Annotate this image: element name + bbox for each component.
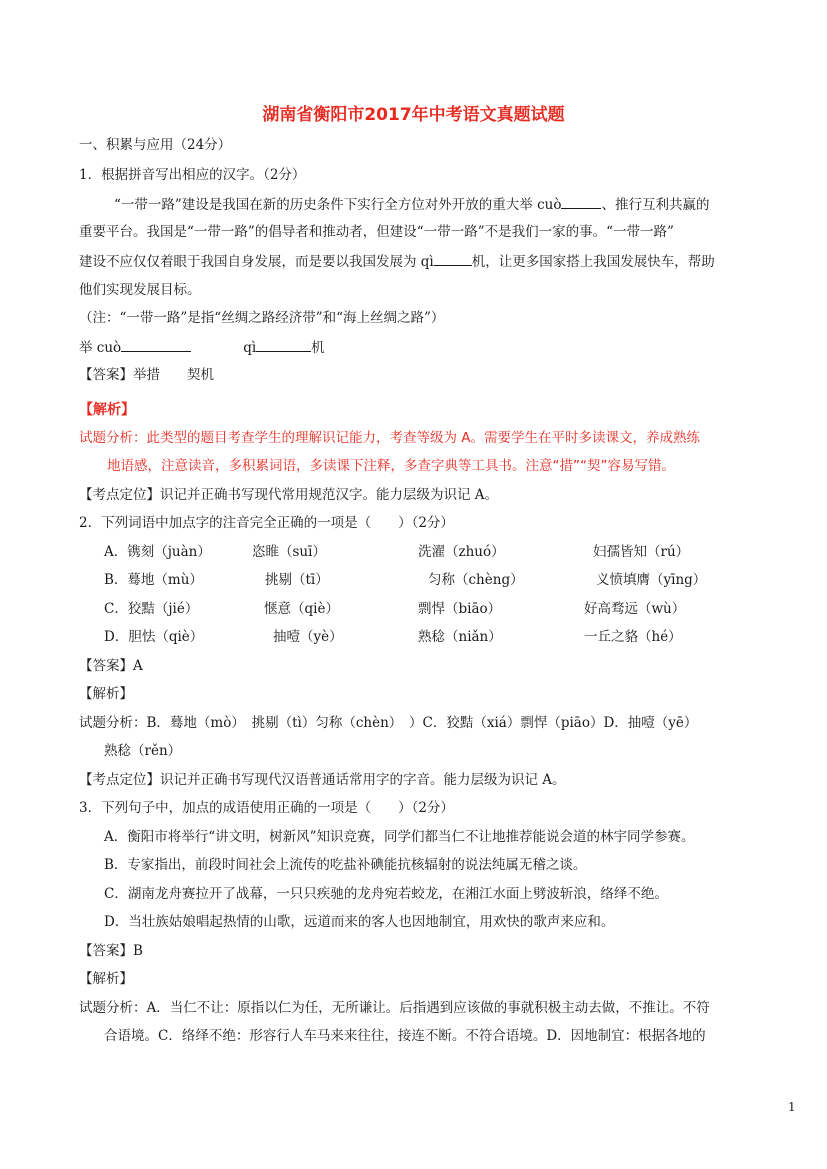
q2-option-b-1: B．蓦地（mù） [104,572,203,588]
q3-analysis-line-2: 合语境。C．络绎不绝：形容行人车马来来往往，接连不断。不符合语境。D．因地制宜：根据各地的 [104,1028,706,1044]
q1-analysis-line-2: 地语感，注意读音，多积累词语，多读课下注释，多查字典等工具书。注意“措”“契”容易写错。 [107,458,675,474]
q1-inline-blank-1 [561,194,601,209]
q1-paragraph-line-1 [114,194,709,215]
q2-option-d-2: 抽噎（yè） [273,629,343,645]
q1-note: （注：“一带一路”是指“丝绸之路经济带”和“海上丝绸之路”） [79,310,445,326]
q2-option-d-4: 一丘之貉（hé） [584,629,682,645]
q2-answer: 【答案】A [79,658,143,674]
q1-text-1b: 、推行互利共赢的 [601,197,710,213]
page-number: 1 [788,1100,796,1114]
q3-jiexi-heading: 【解析】 [79,971,133,987]
q3-option-d: D．当壮族姑娘唱起热情的山歌，远道而来的客人也因地制宜，用欢快的歌声来应和。 [104,914,615,930]
q1-text-1a: “一带一路”建设是我国在新的历史条件下实行全方位对外开放的重大举 cuò [114,197,562,213]
q1-answer: 【答案】举措 契机 [79,367,214,383]
q2-option-d-1: D．胆怯（qiè） [104,629,204,645]
section-heading: 一、积累与应用（24分） [79,137,232,153]
q2-option-d-3: 熟稔（niǎn） [418,629,502,645]
q3-stem: 3．下列句子中，加点的成语使用正确的一项是（ ）（2分） [79,800,454,816]
q2-option-a-2: 恣睢（suī） [252,544,326,560]
q1-fill1-blank [121,337,191,352]
q2-option-b-3: 匀称（chèng） [428,572,524,588]
page-title: 湖南省衡阳市2017年中考语文真题试题 [262,105,565,125]
q1-text-3b: 机，让更多国家搭上我国发展快车，帮助 [471,254,715,270]
q2-option-c-2: 惬意（qiè） [264,601,339,617]
q1-analysis-line-1: 试题分析：此类型的题目考查学生的理解识记能力，考查等级为 A。需要学生在平时多读课文，养成熟练 [79,430,701,446]
q1-text-3a: 建设不应仅仅着眼于我国自身发展，而是要以我国发展为 qì [79,254,434,270]
q2-option-c-3: 剽悍（biāo） [418,601,502,617]
q2-option-a-1: A．镌刻（juàn） [104,544,211,560]
q3-option-a: A．衡阳市将举行“讲文明，树新风”知识竞赛，同学们都当仁不让地推荐能说会道的林宇同学参赛。 [104,829,695,845]
q1-fill2-label: qì [243,340,257,356]
q2-option-b-2: 挑剔（tī） [265,572,329,588]
q1-fill-line [79,337,325,358]
q2-option-a-3: 洗濯（zhuó） [418,544,505,560]
q1-paragraph-line-4: 他们实现发展目标。 [79,282,201,298]
q1-paragraph-line-2: 重要平台。我国是“一带一路”的倡导者和推动者，但建设“一带一路”不是我们一家的事。“一带一路” [79,224,674,240]
q3-option-c: C．湖南龙舟赛拉开了战幕，一只只疾驰的龙舟宛若蛟龙，在湘江水面上劈波斩浪，络绎不绝。 [104,886,668,902]
q1-jiexi-heading: 【解析】 [79,402,135,418]
q2-option-c-4: 好高骛远（wù） [584,601,686,617]
q3-answer: 【答案】B [79,943,143,959]
q1-kaodian: 【考点定位】识记并正确书写现代常用规范汉字。能力层级为识记 A。 [79,487,499,503]
q2-stem: 2．下列词语中加点字的注音完全正确的一项是（ ）（2分） [79,515,454,531]
q2-jiexi-heading: 【解析】 [79,686,133,702]
q1-fill1-label: 举 cuò [79,340,122,356]
q2-kaodian: 【考点定位】识记并正确书写现代汉语普通话常用字的字音。能力层级为识记 A。 [79,772,566,788]
q2-analysis-line-1: 试题分析：B．蓦地（mò） 挑剔（tì）匀称（chèn） ）C．狡黠（xiá）剽悍（piāo）D．抽噎（yē） [79,715,698,731]
q2-option-c-1: C．狡黠（jié） [104,601,199,617]
q1-stem: 1．根据拼音写出相应的汉字。（2分） [79,167,306,183]
q2-option-b-4: 义愤填膺（yīng） [596,572,707,588]
q2-option-a-4: 妇孺皆知（rú） [593,544,690,560]
q2-analysis-line-2: 熟稔（rěn） [104,743,182,759]
q1-fill2-blank [256,337,311,352]
q3-analysis-line-1: 试题分析：A．当仁不让：原指以仁为任，无所谦让。后指遇到应该做的事就积极主动去做，不推让。不符 [79,1000,710,1016]
q3-option-b: B．专家指出，前段时间社会上流传的吃盐补碘能抗核辐射的说法纯属无稽之谈。 [104,857,587,873]
q1-inline-blank-2 [434,251,472,266]
q1-paragraph-line-3 [79,251,715,272]
q1-fill2-after: 机 [311,340,325,356]
